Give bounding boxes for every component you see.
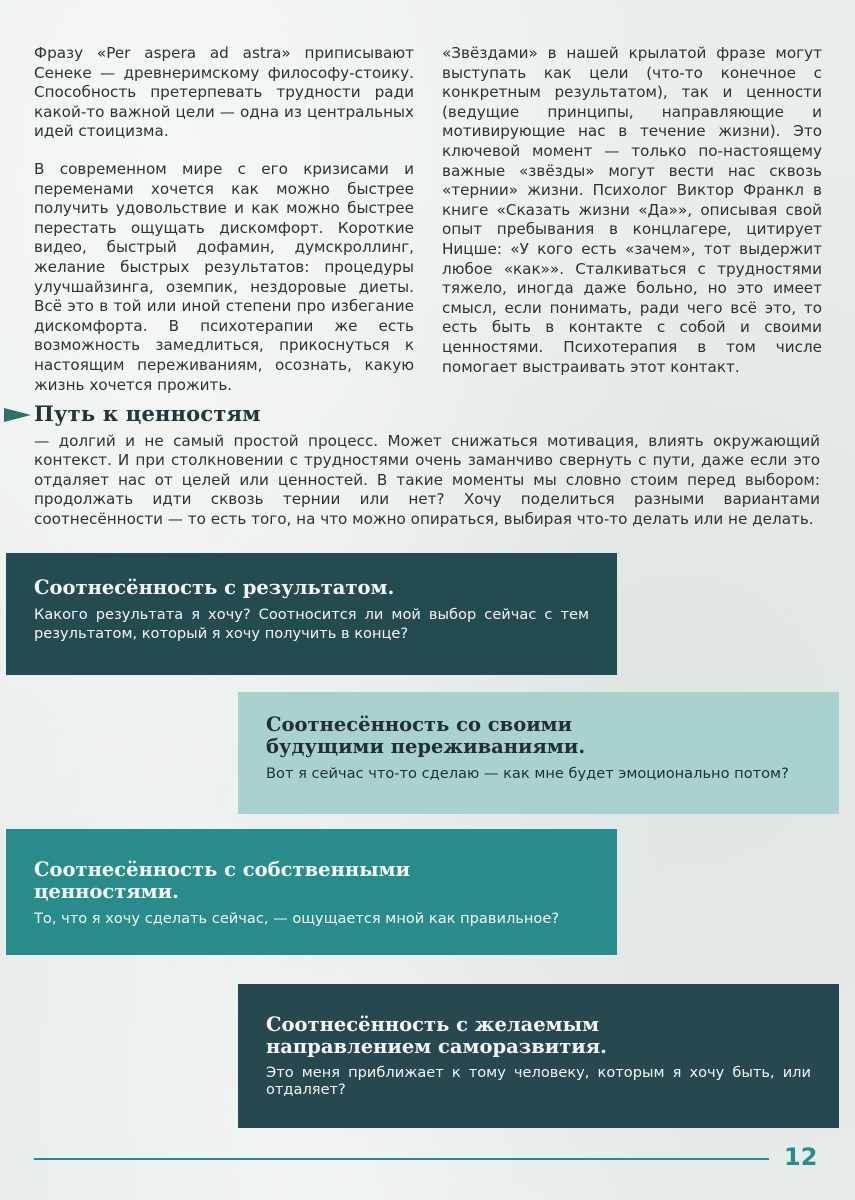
section-intro: — долгий и не самый простой процесс. Может снижаться мотивация, влиять окружающий контекст. И при столкновении с трудностями очень заманчиво свернуть с пути, даже если это отдаляет нас от целей или ценностей. В такие моменты мы словно стоим перед выбором: продолжать идти сквозь тернии или нет? Хочу поделиться разными вариантами соотнесённости — то есть того, на что можно опираться, выбирая что-то делать или не делать.: [34, 432, 820, 528]
card-own-values: [6, 829, 617, 955]
paragraph-modern-world: В современном мире с его кризисами и переменами хочется как можно быстрее получить удовольствие и как можно быстрее перестать ощущать дискомфорт. Короткие видео, быстрый дофамин, думскроллинг, желание быстрых результатов: процедуры улучшайзинга, оземпик, нездоровые диеты. Всё это в той или иной степени про избегание дискомфорта. В психотерапии же есть возможность замедлиться, прикоснуться к настоящим переживаниям, осознать, какую жизнь хочется прожить.: [34, 159, 414, 394]
card-title: Соотнесённость с собственными ценностями.: [34, 858, 411, 903]
paragraph-stars: «Звёздами» в нашей крылатой фразе могут выступать как цели (что-то конечное с конкретным результатом), так и ценности (ведущие принципы, направляющие и мотивирующие нас в течение жизни). Это ключевой момент — только по-настоящему важные «звёзды» могут вести нас сквозь «тернии» жизни. Психолог Виктор Франкл в книге «Сказать жизни «Да»», описывая свой опыт пребывания в концлагере, цитирует Ницше: «У кого есть «зачем», тот выдержит любое «как»». Сталкиваться с трудностями тяжело, иногда даже больно, но это имеет смысл, если понимать, ради чего всё это, то есть быть в контакте с собой и своими ценностями. Психотерапия в том числе помогает выстраивать этот контакт.: [442, 44, 822, 376]
card-result: [6, 553, 617, 675]
card-text: То, что я хочу сделать сейчас, — ощущается мной как правильное?: [34, 910, 560, 927]
footer-divider: [34, 1158, 769, 1160]
card-title: Соотнесённость с желаемым направлением саморазвития.: [266, 1013, 607, 1058]
card-text: Какого результата я хочу? Соотносится ли мой выбор сейчас с тем результатом, который я хочу получить в конце?: [34, 606, 589, 642]
page-number: 12: [784, 1143, 818, 1171]
card-self-development: [238, 984, 839, 1128]
section-heading: Путь к ценностям: [34, 401, 261, 426]
paragraph-per-aspera: Фразу «Per aspera ad astra» приписывают Сенеке — древнеримскому философу-стоику. Способность претерпевать трудности ради какой-то важной цели — одна из центральных идей стоицизма.: [34, 44, 414, 141]
left-text-column: [34, 44, 414, 413]
card-text: Вот я сейчас что-то сделаю — как мне будет эмоционально потом?: [266, 765, 789, 782]
card-text: Это меня приближает к тому человеку, которым я хочу быть, или отдаляет?: [266, 1064, 811, 1098]
card-title: Соотнесённость со своими будущими переживаниями.: [266, 713, 586, 758]
heading-arrow-marker: [4, 408, 31, 422]
right-text-column: [442, 44, 822, 395]
card-title: Соотнесённость с результатом.: [34, 576, 395, 599]
card-future-feelings: [238, 692, 839, 814]
